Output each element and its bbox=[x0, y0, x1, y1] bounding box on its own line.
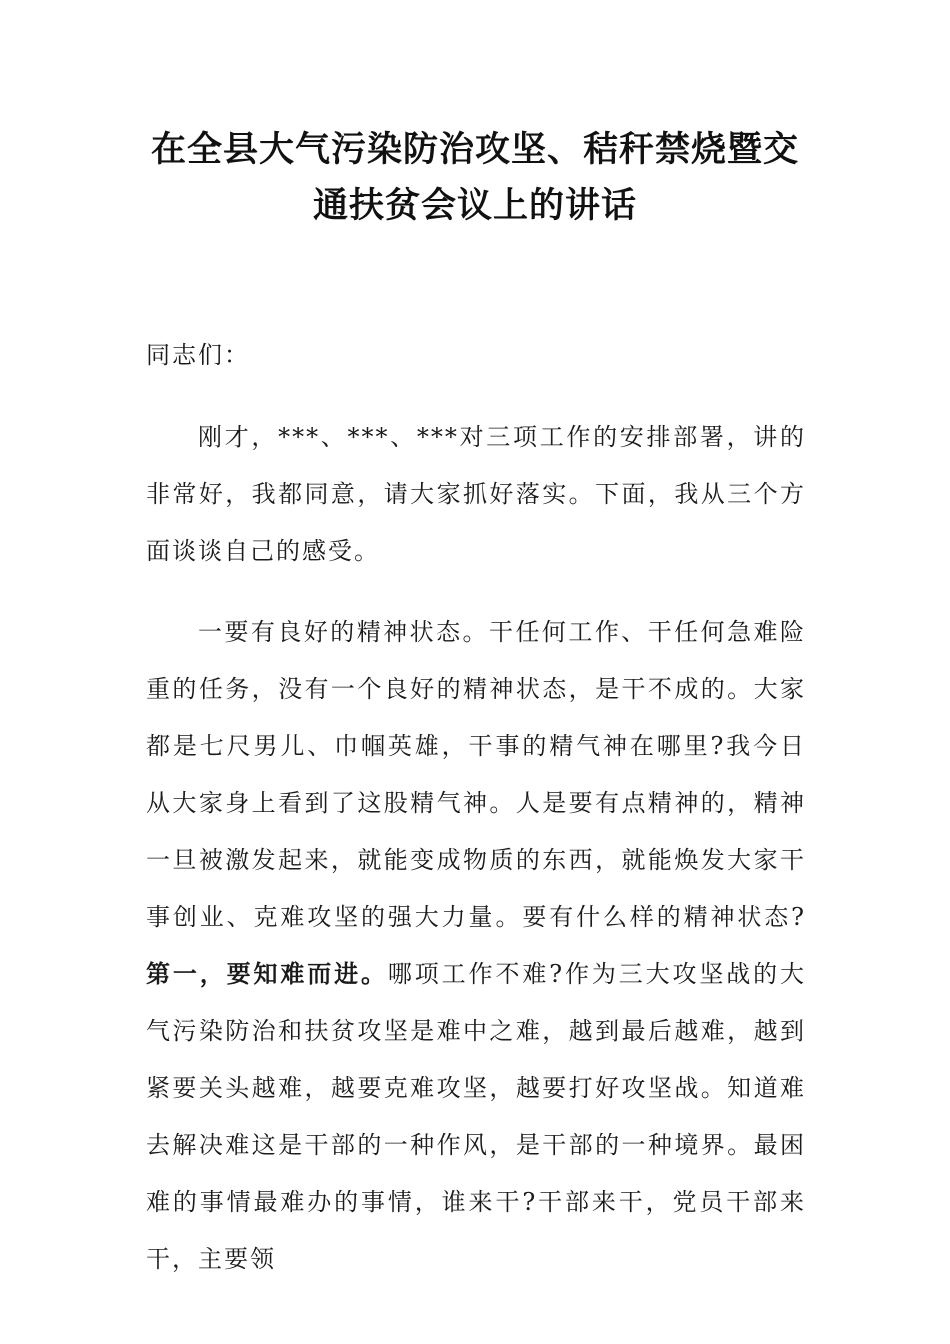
paragraph-2-tail: 哪项工作不难?作为三大攻坚战的大气污染防治和扶贫攻坚是难中之难，越到最后越难，越到紧要关头越难，越要克难攻坚，越要打好攻坚战。知道难去解决难这是干部的一种作风，是干部的一种境界。最困难的事情最难办的事情，谁来干?干部来干，党员干部来干，主要领 bbox=[146, 960, 806, 1273]
document-body bbox=[146, 327, 806, 1312]
paragraph-2-lead: 一要有良好的精神状态。 bbox=[198, 618, 489, 646]
title-line-2: 通扶贫会议上的讲话 bbox=[312, 186, 637, 226]
title-line-1: 在全县大气污染防治攻坚、秸秆禁烧暨交 bbox=[150, 130, 799, 170]
paragraph-1: 刚才，***、***、***对三项工作的安排部署，讲的非常好，我都同意，请大家抓好落实。下面，我从三个方面谈谈自己的感受。 bbox=[146, 423, 806, 565]
salutation: 同志们： bbox=[146, 341, 250, 369]
paragraph-2-bold-phrase: 第一，要知难而进。 bbox=[146, 960, 388, 988]
document-title bbox=[120, 122, 830, 234]
paragraph-2 bbox=[146, 604, 806, 1288]
paragraph-2-text: 干任何工作、干任何急难险重的任务，没有一个良好的精神状态，是干不成的。大家都是七尺男儿、巾帼英雄，干事的精气神在哪里?我今日从大家身上看到了这股精气神。人是要有点精神的，精神一旦被激发起来，就能变成物质的东西，就能焕发大家干事创业、克难攻坚的强大力量。要有什么样的精神状态? bbox=[146, 618, 806, 931]
